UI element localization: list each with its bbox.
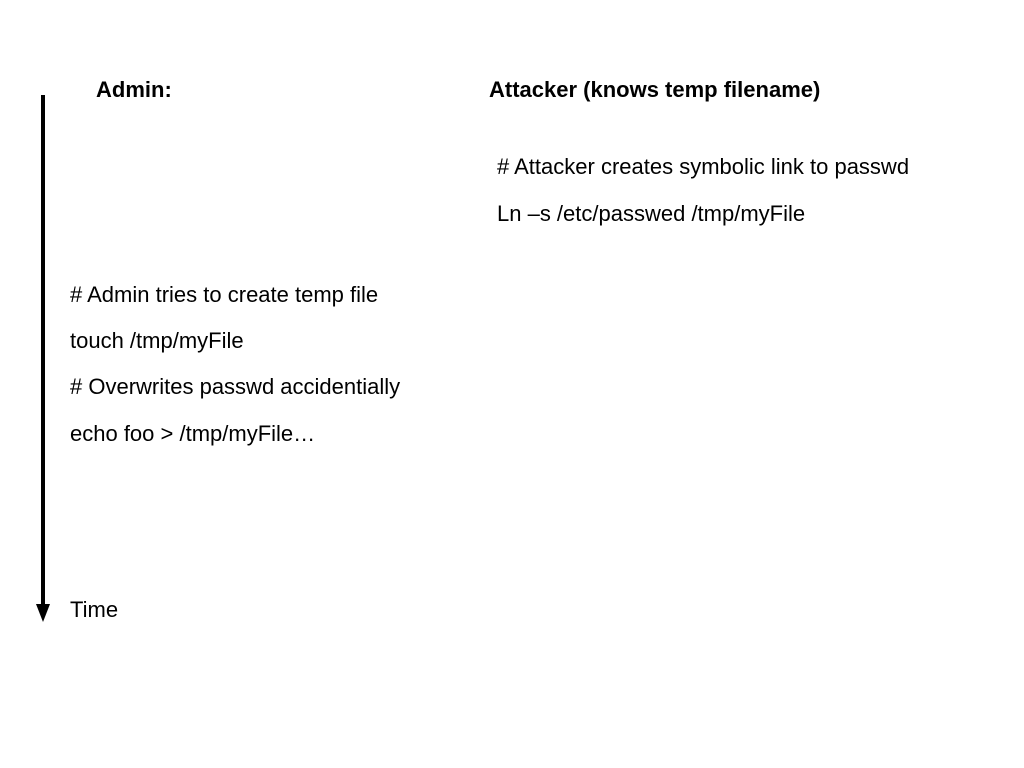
attacker-step-command: Ln –s /etc/passwed /tmp/myFile: [497, 201, 806, 226]
attacker-column-heading: Attacker (knows temp filename): [489, 77, 821, 102]
admin-step-comment-overwrite: # Overwrites passwd accidentially: [70, 374, 401, 399]
time-arrow-icon: [32, 90, 54, 626]
admin-column-heading: Admin:: [96, 77, 172, 102]
time-label: Time: [70, 597, 119, 622]
admin-step-touch-command: touch /tmp/myFile: [70, 328, 244, 353]
admin-step-echo-command: echo foo > /tmp/myFile…: [70, 421, 316, 446]
attacker-step-comment: # Attacker creates symbolic link to passwd: [497, 154, 910, 179]
timeline-arrowhead: [36, 604, 50, 622]
admin-step-comment-create: # Admin tries to create temp file: [70, 282, 379, 307]
